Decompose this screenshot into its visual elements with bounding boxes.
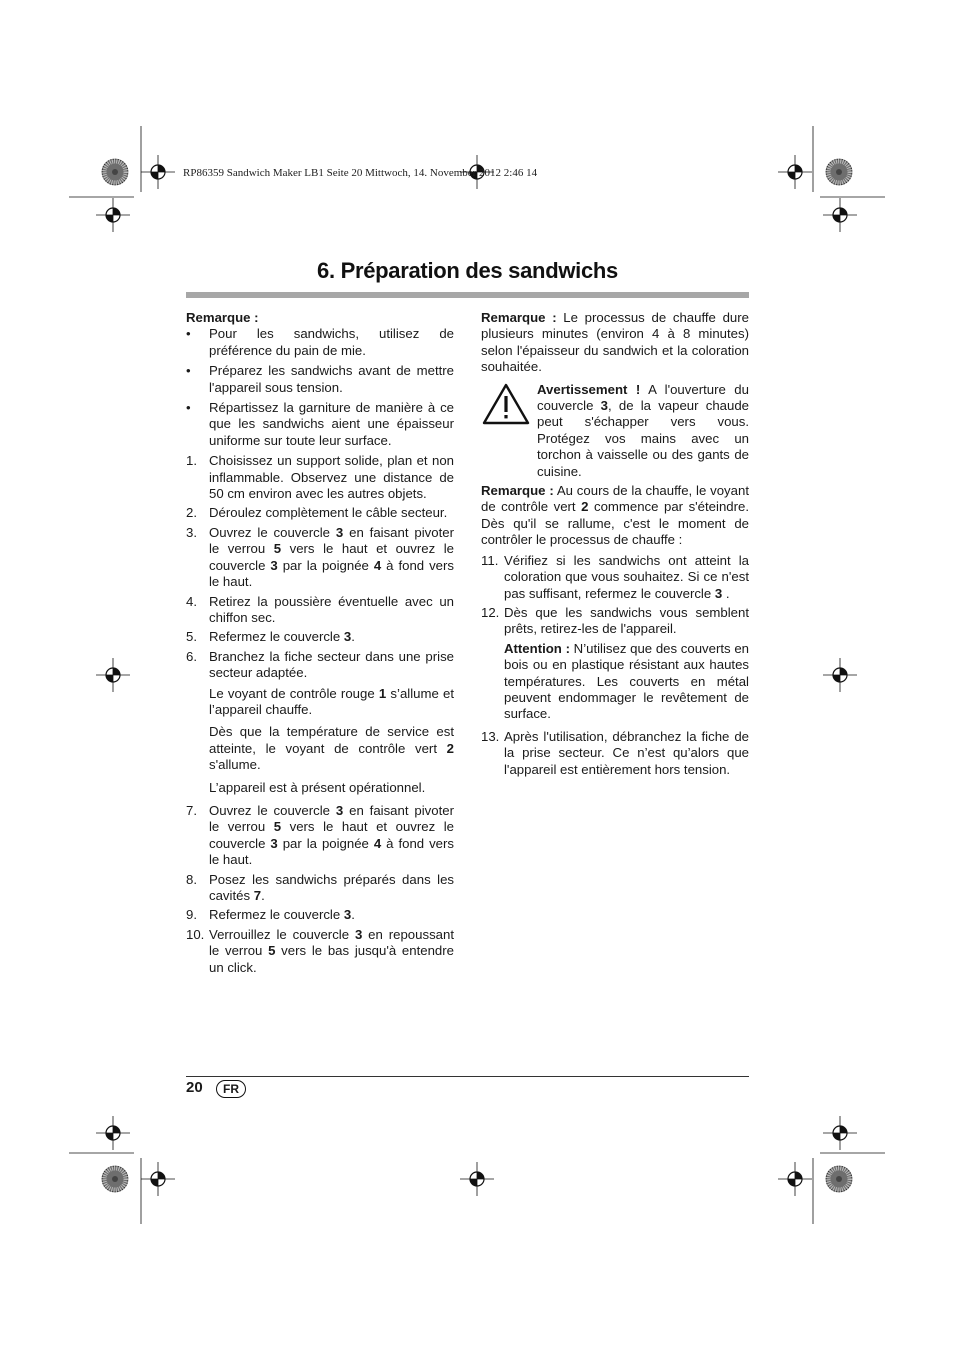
list-item: • Répartissez la garniture de manière à ce que les sandwichs aient une épaisseur uniforme sur toute leur surface. (186, 400, 454, 448)
note-indicator: Remarque : Au cours de la chauffe, le voyant de contrôle vert 2 commence par s'éteindre. Dès qu'il se rallume, c'est le moment de contrôler le processus de chauffe : (481, 483, 750, 548)
footer-rule (186, 1076, 749, 1077)
page-title: 6. Préparation des sandwichs (317, 258, 618, 283)
step-3: 3. Ouvrez le couvercle 3 en faisant pivoter le verrou 5 vers le haut et ouvrez le couvercle 3 par la poignée 4 à fond vers le haut. (186, 524, 454, 590)
attention-note: Attention : N’utilisez que des couverts en bois ou en plastique résistant aux hautes températures. Les couverts en métal peuvent endommager le revêtement de surface. (504, 640, 750, 722)
page-number: 20 (186, 1079, 203, 1096)
list-item: • Préparez les sandwichs avant de mettre l'appareil sous tension. (186, 363, 454, 395)
language-badge: FR (216, 1080, 246, 1098)
note-heat-time: Remarque : Le processus de chauffe dure plusieurs minutes (environ 4 à 8 minutes) selon l'épaisseur du sandwich et la coloration souhaitée. (481, 310, 749, 375)
step-11: 11. Vérifiez si les sandwichs ont atteint la coloration que vous souhaitez. Si ce n'est pas suffisant, refermez le couvercle 3 . (481, 552, 749, 601)
list-item: • Pour les sandwichs, utilisez de préférence du pain de mie. (186, 326, 454, 358)
step-8: 8. Posez les sandwichs préparés dans les cavités 7. (186, 871, 454, 903)
step-2: 2. Déroulez complètement le câble secteur. (186, 505, 448, 521)
left-column (186, 310, 454, 979)
step-6-detail: Dès que la température de service est atteinte, le voyant de contrôle vert 2 s'allume. (209, 724, 454, 773)
step-5: 5. Refermez le couvercle 3. (186, 629, 355, 645)
warning-block: Avertissement ! A l'ouverture du couvercle 3, de la vapeur chaude peut s'échapper vers vous. Protégez vos mains avec un torchon à vaisselle ou des gants de cuisine. (481, 382, 749, 480)
step-12: 12. Dès que les sandwichs vous semblent prêts, retirez-les de l'appareil. (481, 604, 749, 637)
step-7: 7. Ouvrez le couvercle 3 en faisant pivoter le verrou 5 vers le haut et ouvrez le couvercle 3 par la poignée 4 à fond vers le haut. (186, 802, 454, 868)
warning-triangle-icon (481, 382, 537, 480)
step-10: 10. Verrouillez le couvercle 3 en repoussant le verrou 5 vers le bas jusqu'à entendre un click. (186, 926, 454, 975)
note-heading: Remarque : (186, 310, 259, 325)
step-9: 9. Refermez le couvercle 3. (186, 907, 355, 923)
step-6: 6. Branchez la fiche secteur dans une prise secteur adaptée. (186, 648, 454, 681)
right-column (481, 310, 749, 781)
print-slug: RP86359 Sandwich Maker LB1 Seite 20 Mittwoch, 14. November 2012 2:46 14 (183, 167, 538, 179)
step-6-detail: Le voyant de contrôle rouge 1 s’allume et l’appareil chauffe. (209, 685, 455, 717)
step-1: 1. Choisissez un support solide, plan et non inflammable. Observez une distance de 50 cm environ avec les autres objets. (186, 453, 454, 502)
step-13: 13. Après l'utilisation, débranchez la fiche de la prise secteur. Ce n’est qu’alors que l'appareil est entièrement hors tension. (481, 728, 749, 777)
step-6-detail: L’appareil est à présent opérationnel. (209, 779, 426, 795)
title-rule (186, 292, 749, 298)
step-4: 4. Retirez la poussière éventuelle avec un chiffon sec. (186, 593, 454, 625)
